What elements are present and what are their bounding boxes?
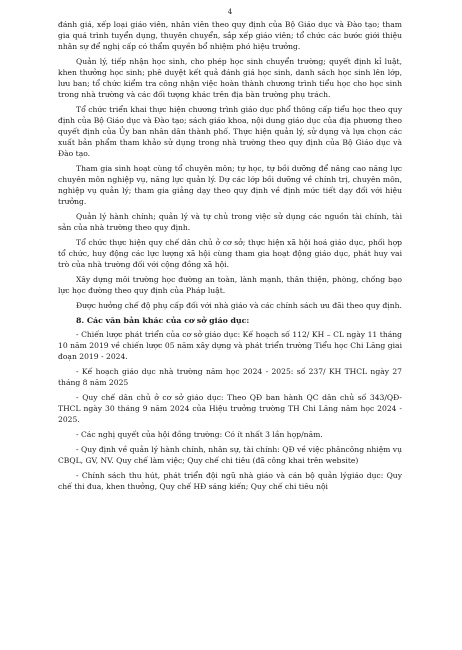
paragraph-student-management: Quản lý, tiếp nhận học sinh, cho phép học sinh chuyển trường; quyết định kỉ luật, khen thưởng học sinh; phê duyệt kết quả đánh giá học sinh, danh sách học sinh lên lớp, lưu ban; tổ chức kiểm tra công nhận việc hoàn thành chương trình tiểu học cho học sinh trong nhà trường và các đối tượng khác trên địa bàn trường phụ trách. [58,57,402,99]
paragraph-allowances: Được hưởng chế độ phụ cấp đối với nhà giáo và các chính sách ưu đãi theo quy định. [76,301,402,310]
paragraph-curriculum: Tổ chức triển khai thực hiện chương trình giáo dục phổ thông cấp tiểu học theo quy định của Bộ Giáo dục và Đào tạo; sách giáo khoa, nội dung giáo dục của địa phương theo quyết định của Ủy ban nhân dân thành phố. Thực hiện quản lý, sử dụng và lựa chọn các xuất bản phẩm tham khảo sử dụng trong nhà trường theo quy định của Bộ Giáo dục và Đào tạo. [58,105,402,158]
paragraph-democracy: Tổ chức thực hiện quy chế dân chủ ở cơ sở; thực hiện xã hội hoá giáo dục, phối hợp tổ chức, huy động các lực lượng xã hội cùng tham gia hoạt động giáo dục, phát huy vai trò của nhà trường đối với cộng đồng xã hội. [58,238,402,269]
section-item-recruitment-policy: - Chính sách thu hút, phát triển đội ngũ nhà giáo và cán bộ quản lýgiáo dục: Quy chế thi đua, khen thưởng, Quy chế HĐ sáng kiến; Quy chế chi tiêu nội [58,471,402,491]
section-heading-other-documents: 8. Các văn bản khác của cơ sở giáo dục: [76,316,250,325]
paragraph-administration: Quản lý hành chính; quản lý và tự chủ trong việc sử dụng các nguồn tài chính, tài sản của nhà trường theo quy định. [58,212,402,232]
section-item-administrative-rules: - Quy định về quản lý hành chính, nhân sự, tài chính: QĐ về việc phâncông nhiệm vụ CBQL, GV, NV. Quy chế làm việc; Quy chế chi tiêu (đã công khai trên website) [58,445,402,465]
page-number: 4 [227,8,233,16]
section-item-democracy-regulation: - Quy chế dân chủ ở cơ sở giáo dục: Theo QĐ ban hành QC dân chủ số 343/QĐ-THCL ngày 30 tháng 9 năm 2024 của Hiệu trưởng trường TH Chi Lăng năm học 2024 - 2025. [58,393,402,424]
paragraph-professional-development: Tham gia sinh hoạt cùng tổ chuyên môn; tự học, tự bồi dưỡng để nâng cao năng lực chuyên môn nghiệp vụ, năng lực quản lý. Dự các lớp bồi dưỡng về chính trị, chuyên môn, nghiệp vụ quản lý; tham gia giảng dạy theo quy định về định mức tiết dạy đối với hiệu trưởng. [58,164,402,206]
section-item-council-resolutions: - Các nghị quyết của hội đồng trường: Có ít nhất 3 lần họp/năm. [76,430,323,439]
paragraph-school-environment: Xây dựng môi trường học đường an toàn, lành mạnh, thân thiện, phòng, chống bạo lực học đường theo quy định của Pháp luật. [58,275,402,295]
section-item-strategy: - Chiến lược phát triển của cơ sở giáo dục: Kế hoạch số 112/ KH – CL ngày 11 tháng 10 năm 2019 về chiến lược 05 năm xây dựng và phát triển trường Tiểu học Chi Lăng giai đoạn 2019 - 2024. [58,330,402,361]
section-item-education-plan: - Kế hoạch giáo dục nhà trường năm học 2024 - 2025: số 237/ KH THCL ngày 27 tháng 8 năm 2025 [58,367,402,387]
paragraph-continuation: đánh giá, xếp loại giáo viên, nhân viên theo quy định của Bộ Giáo dục và Đào tạo; tham gia quá trình tuyển dụng, thuyên chuyển, sắp xếp giáo viên; tổ chức các bước giới thiệu nhân sự để nghị cấp có thẩm quyền bổ nhiệm phó hiệu trưởng. [58,20,402,51]
